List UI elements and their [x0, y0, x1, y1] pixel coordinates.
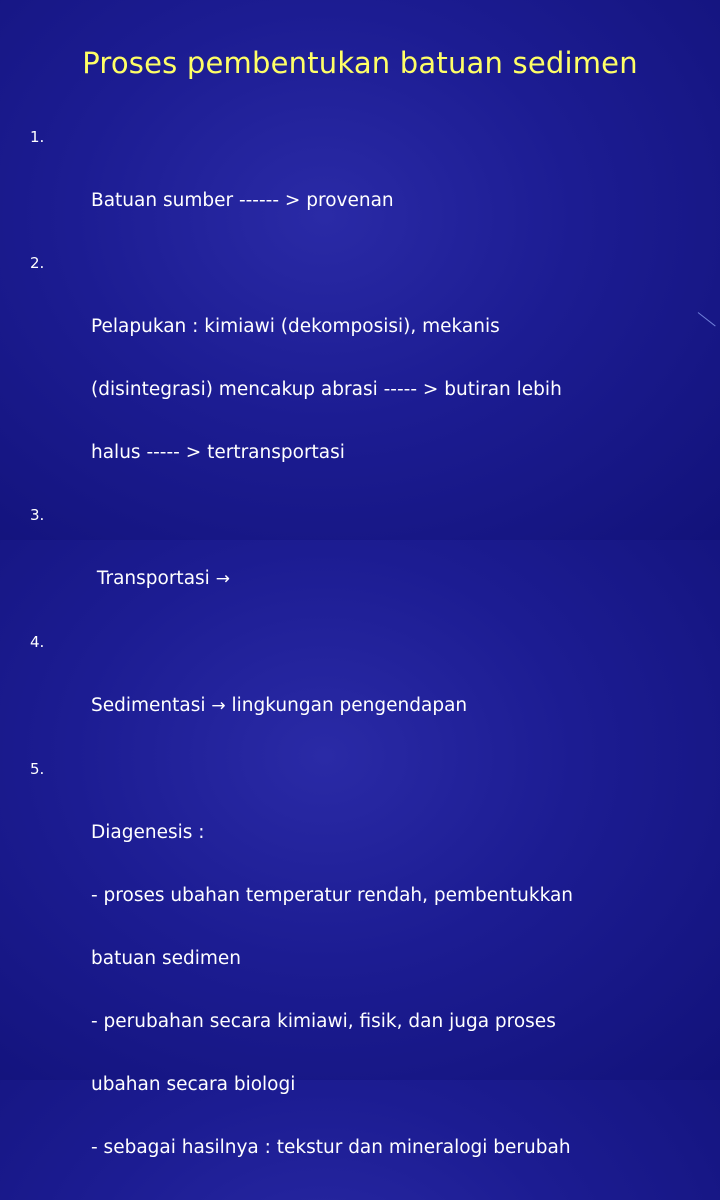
list-text: Diagenesis : [91, 822, 205, 843]
slide-title: Proses pembentukan batuan sedimen [82, 46, 638, 80]
list-text: (disintegrasi) mencakup abrasi ----- > butiran lebih [91, 379, 562, 400]
list-text: - proses ubahan temperatur rendah, pembentukkan [91, 885, 574, 906]
list-text: batuan sedimen [91, 948, 242, 969]
list-text-line [91, 695, 710, 717]
list-item-1 [30, 127, 710, 253]
list-text: Batuan sumber ------ > provenan [91, 190, 394, 211]
list-text: - perubahan secara kimiawi, fisik, dan juga proses [91, 1011, 556, 1032]
list-text-line [91, 568, 710, 590]
list-item-4 [30, 632, 710, 759]
right-arrow-icon: → [215, 569, 230, 589]
list-text: Sedimentasi [91, 695, 212, 716]
list-number: 5. [30, 760, 45, 778]
list-text: Transportasi [91, 568, 216, 589]
list-number: 2. [30, 254, 45, 272]
numbered-list [30, 127, 710, 1200]
list-text: halus ----- > tertransportasi [91, 442, 345, 463]
list-item-2 [30, 253, 710, 505]
right-arrow-icon: → [211, 696, 226, 716]
list-item-3 [30, 505, 710, 632]
list-number: 1. [30, 128, 45, 146]
list-text: Pelapukan : kimiawi (dekomposisi), mekanis [91, 316, 500, 337]
list-number: 3. [30, 506, 45, 524]
list-number: 4. [30, 633, 45, 651]
list-text: lingkungan pengendapan [225, 695, 468, 716]
list-text: - sebagai hasilnya : tekstur dan mineralogi berubah [91, 1137, 571, 1158]
list-text: ubahan secara biologi [91, 1074, 296, 1095]
list-item-5 [30, 759, 710, 1200]
